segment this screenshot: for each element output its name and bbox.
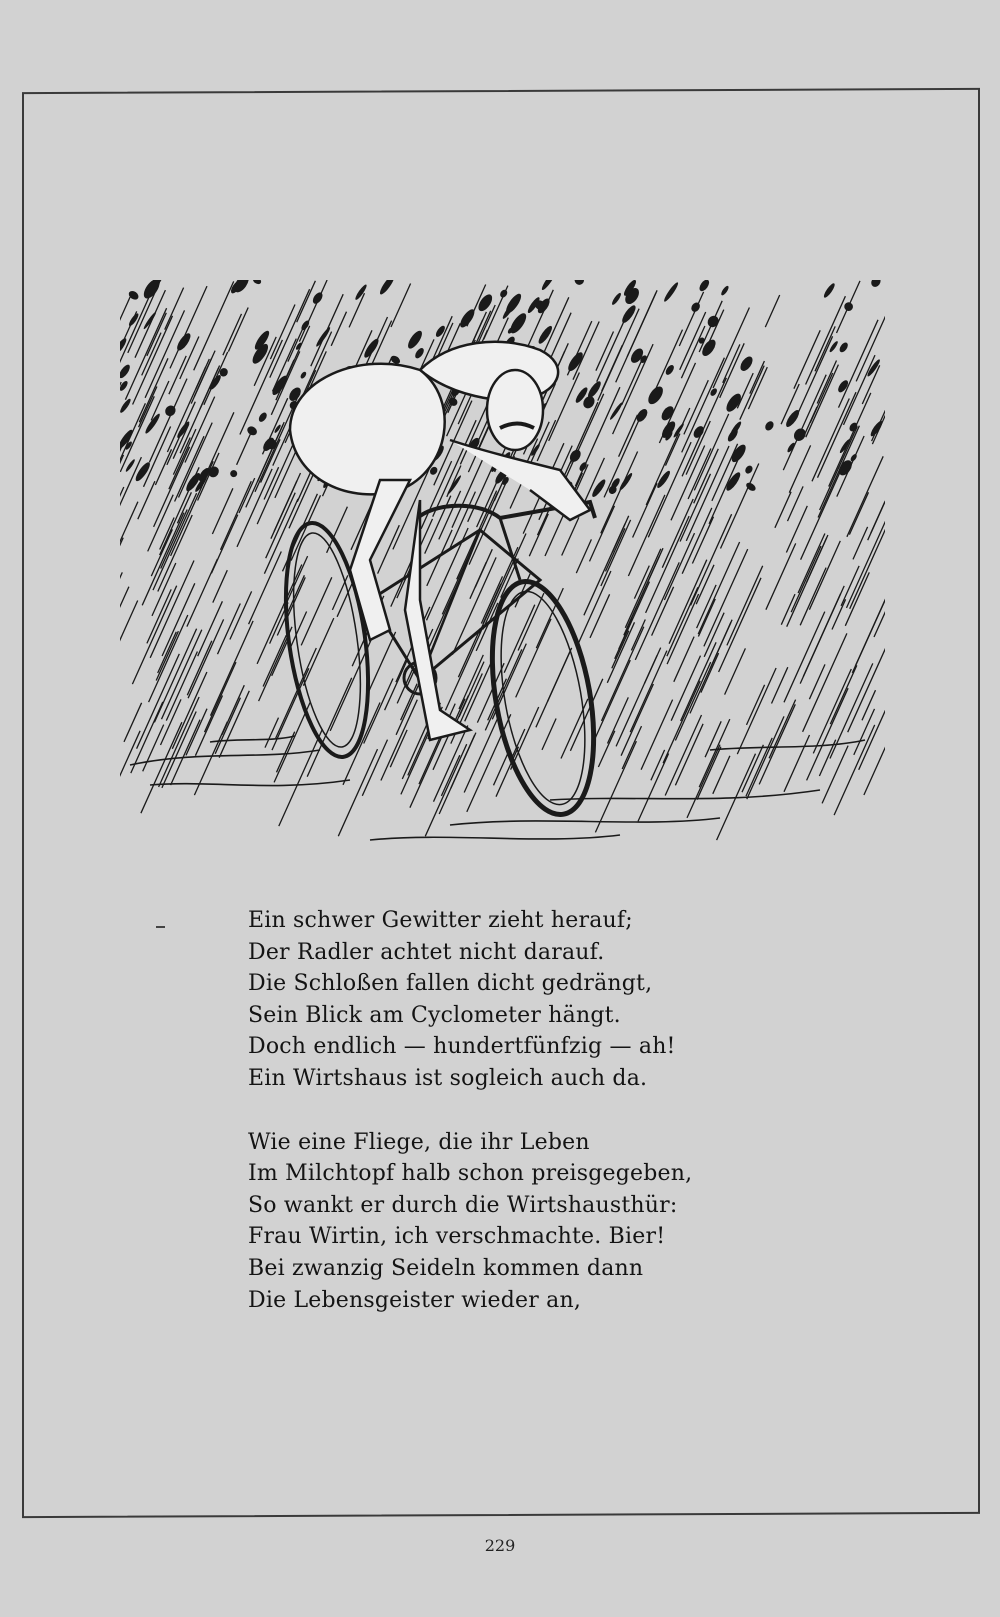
rain-stroke xyxy=(806,296,846,384)
rain-stroke xyxy=(832,599,846,629)
foliage-patch xyxy=(662,281,679,303)
rain-stroke xyxy=(638,754,669,822)
rain-stroke xyxy=(464,715,499,792)
rain-stroke xyxy=(137,654,180,749)
rain-stroke xyxy=(667,594,699,664)
foliage-patch xyxy=(843,301,855,313)
rain-stroke xyxy=(186,709,207,756)
rain-stroke xyxy=(616,655,657,746)
rain-stroke xyxy=(170,286,207,368)
rain-stroke xyxy=(139,358,168,422)
rain-stroke xyxy=(692,517,713,564)
rain-stroke xyxy=(138,481,155,519)
rain-stroke xyxy=(701,653,719,693)
rain-stroke xyxy=(221,481,252,550)
rain-stroke xyxy=(148,495,174,552)
rain-stroke xyxy=(205,662,237,732)
rain-stroke xyxy=(747,716,784,799)
rain-stroke xyxy=(529,514,548,556)
rain-stroke xyxy=(784,612,825,703)
rain-stroke xyxy=(249,552,282,625)
poem-line: Der Radler achtet nicht darauf. xyxy=(248,939,605,965)
foliage-patch xyxy=(499,288,509,299)
rain-stroke xyxy=(143,725,164,772)
rain-stroke xyxy=(622,361,642,405)
rain-stroke xyxy=(158,515,192,592)
rain-stroke xyxy=(630,651,667,733)
rain-stroke xyxy=(807,688,849,780)
rain-stroke xyxy=(712,444,738,501)
rain-stroke xyxy=(691,514,732,605)
rain-stroke xyxy=(477,481,498,527)
cyclist-in-rain-illustration xyxy=(120,280,885,855)
rain-stroke xyxy=(237,431,252,465)
rain-stroke xyxy=(834,725,875,815)
rain-stroke xyxy=(120,403,145,468)
rain-stroke xyxy=(839,320,879,408)
foliage-patch xyxy=(133,460,152,483)
rain-stroke xyxy=(675,662,710,740)
rain-stroke xyxy=(120,587,129,625)
rain-stroke xyxy=(675,724,703,786)
rain-stroke xyxy=(219,691,249,758)
rain-stroke xyxy=(595,741,636,832)
foliage-patch xyxy=(645,384,665,407)
rain-stroke xyxy=(766,543,796,609)
foliage-patch xyxy=(120,398,132,415)
rain-stroke xyxy=(723,344,740,382)
rain-stroke xyxy=(845,572,869,625)
foliage-patch xyxy=(609,401,624,420)
foliage-patch xyxy=(299,371,307,380)
rain-stroke xyxy=(465,662,492,721)
rain-stroke xyxy=(667,587,698,656)
rain-stroke xyxy=(577,571,611,647)
rain-stroke xyxy=(665,715,701,796)
rain-stroke xyxy=(573,322,599,380)
foliage-patch xyxy=(618,472,634,492)
foliage-patch xyxy=(698,336,706,344)
rain-stroke xyxy=(698,542,739,634)
rain-stroke xyxy=(646,516,690,613)
rain-stroke xyxy=(228,308,248,352)
foliage-patch xyxy=(378,280,397,296)
foliage-patch xyxy=(690,301,702,314)
rain-stroke xyxy=(504,605,535,673)
poem-text xyxy=(248,905,808,1316)
foliage-patch xyxy=(659,404,676,422)
rain-stroke xyxy=(144,427,171,487)
rain-stroke xyxy=(786,506,807,553)
rain-stroke xyxy=(212,488,233,534)
foliage-patch xyxy=(698,280,711,293)
rain-stroke xyxy=(704,613,724,657)
foliage-patch xyxy=(175,331,193,352)
rain-stroke xyxy=(740,366,764,420)
rain-stroke xyxy=(576,539,591,573)
poem-line: Die Schloßen fallen dicht gedrängt, xyxy=(248,971,653,997)
rain-stroke xyxy=(548,651,571,702)
foliage-patch xyxy=(229,469,239,479)
rain-stroke xyxy=(338,749,377,836)
rain-stroke xyxy=(725,648,746,694)
rain-stroke xyxy=(671,446,705,521)
rain-stroke xyxy=(162,712,196,788)
foliage-patch xyxy=(362,337,381,360)
rain-stroke xyxy=(124,703,142,742)
rain-stroke xyxy=(797,336,833,416)
puddle-lines xyxy=(130,736,865,840)
poem-line: So wankt er durch die Wirtshausthür: xyxy=(248,1192,678,1218)
foliage-patch xyxy=(720,285,730,297)
page-number: 229 xyxy=(484,1536,516,1555)
rain-stroke xyxy=(494,754,508,785)
rain-stroke xyxy=(120,502,138,590)
foliage-patch xyxy=(822,282,836,299)
rain-stroke xyxy=(213,570,228,602)
foliage-patch xyxy=(611,292,623,306)
rain-stroke xyxy=(150,561,194,658)
rain-stroke xyxy=(425,744,466,836)
foliage-patch xyxy=(705,314,720,330)
rain-stroke xyxy=(299,280,327,342)
rain-stroke xyxy=(279,729,323,826)
rain-stroke xyxy=(151,381,169,420)
foliage-patch xyxy=(413,347,425,360)
poem-line: Bei zwanzig Seideln kommen dann xyxy=(248,1255,644,1281)
stray-dash-mark xyxy=(156,926,165,928)
rain-stroke xyxy=(274,481,297,532)
rain-stroke xyxy=(803,633,847,731)
rain-stroke xyxy=(223,314,242,355)
rain-stroke xyxy=(290,612,307,650)
foliage-patch xyxy=(125,458,136,472)
rain-stroke xyxy=(601,520,631,586)
rain-stroke xyxy=(584,524,625,616)
rain-stroke xyxy=(822,746,848,804)
rain-stroke xyxy=(264,499,298,574)
rain-stroke xyxy=(848,638,885,732)
rain-stroke xyxy=(720,343,745,398)
rain-stroke xyxy=(237,469,272,547)
rain-stroke xyxy=(844,355,876,425)
rain-stroke xyxy=(385,661,407,710)
rain-stroke xyxy=(687,745,720,818)
foliage-patch xyxy=(869,280,882,289)
rain-stroke xyxy=(662,499,693,568)
rain-stroke xyxy=(651,750,665,780)
rain-stroke xyxy=(810,373,832,423)
foliage-patch xyxy=(127,312,140,327)
poem-line: Im Milchtopf halb schon preisgegeben, xyxy=(248,1161,693,1187)
rain-stroke xyxy=(459,662,484,717)
rain-stroke xyxy=(619,415,638,457)
foliage-patch xyxy=(620,303,638,324)
rain-stroke xyxy=(169,356,186,394)
rain-stroke xyxy=(153,493,197,590)
rain-stroke xyxy=(809,664,825,699)
rain-stroke xyxy=(590,594,610,638)
rain-stroke xyxy=(813,669,851,753)
rain-stroke xyxy=(664,533,694,600)
rain-stroke xyxy=(635,562,679,660)
rain-stroke xyxy=(265,718,279,748)
foliage-patch xyxy=(744,464,754,475)
foliage-patch xyxy=(504,292,524,316)
rain-stroke xyxy=(570,679,602,751)
rain-stroke xyxy=(218,604,241,655)
rain-stroke xyxy=(120,731,140,829)
rain-stroke xyxy=(696,565,714,604)
rain-stroke xyxy=(806,365,839,438)
rain-stroke xyxy=(205,412,234,476)
rain-stroke xyxy=(713,308,749,389)
rain-stroke xyxy=(817,361,836,404)
foliage-patch xyxy=(252,280,263,286)
rain-stroke xyxy=(451,735,475,788)
rain-stroke xyxy=(120,601,138,646)
rain-stroke xyxy=(856,295,885,382)
rain-stroke xyxy=(607,622,634,683)
foliage-patch xyxy=(764,420,776,432)
rain-stroke xyxy=(868,494,885,540)
rain-stroke xyxy=(297,281,316,322)
rain-stroke xyxy=(849,492,868,534)
rain-stroke xyxy=(855,593,885,666)
rain-stroke xyxy=(362,740,387,796)
rain-stroke xyxy=(287,577,305,617)
rain-stroke xyxy=(549,313,571,362)
rain-stroke xyxy=(864,729,885,795)
rain-stroke xyxy=(187,559,218,627)
foliage-patch xyxy=(120,380,129,392)
foliage-patch xyxy=(354,283,368,301)
poem-line: Sein Blick am Cyclometer hängt. xyxy=(248,1002,621,1028)
foliage-patch xyxy=(120,363,132,380)
rain-stroke xyxy=(682,378,726,477)
rain-stroke xyxy=(759,704,795,784)
rain-stroke xyxy=(747,685,765,725)
rain-stroke xyxy=(606,528,625,571)
poem-line: Ein Wirtshaus ist sogleich auch da. xyxy=(248,1065,648,1091)
foliage-patch xyxy=(838,341,850,354)
foliage-patch xyxy=(406,329,425,351)
rain-stroke xyxy=(239,478,255,513)
rain-stroke xyxy=(159,697,200,787)
rain-stroke xyxy=(612,631,629,669)
foliage-patch xyxy=(792,426,808,443)
foliage-patch xyxy=(270,374,290,397)
rain-stroke xyxy=(713,756,730,794)
rain-stroke xyxy=(459,655,483,709)
poem-stanza-2 xyxy=(248,1127,808,1317)
rain-stroke xyxy=(769,700,796,759)
foliage-patch xyxy=(257,411,268,423)
foliage-patch xyxy=(849,453,858,463)
poem-line: Frau Wirtin, ich verschmachte. Bier! xyxy=(248,1224,666,1250)
rain-stroke xyxy=(690,622,731,713)
rain-stroke xyxy=(161,699,182,745)
rain-stroke xyxy=(809,541,840,610)
rain-stroke xyxy=(820,426,858,510)
poem-line: Doch endlich — hundertfünfzig — ah! xyxy=(248,1034,676,1060)
rain-stroke xyxy=(633,483,657,537)
poem-line: Wie eine Fliege, die ihr Leben xyxy=(248,1129,590,1155)
foliage-patch xyxy=(311,291,325,306)
rain-stroke xyxy=(132,586,176,684)
rain-stroke xyxy=(598,731,614,767)
rain-stroke xyxy=(641,700,673,770)
rain-stroke xyxy=(215,698,240,754)
rain-stroke xyxy=(850,524,885,609)
foliage-patch xyxy=(729,442,748,464)
rain-stroke xyxy=(853,527,868,560)
rain-stroke xyxy=(784,735,810,792)
foliage-patch xyxy=(573,280,586,287)
foliage-patch xyxy=(476,292,495,313)
poem-stanza-1 xyxy=(248,905,808,1095)
rain-stroke xyxy=(194,281,234,370)
rain-stroke xyxy=(284,326,310,384)
rain-stroke xyxy=(694,414,728,491)
rain-stroke xyxy=(390,730,407,767)
rain-stroke xyxy=(699,719,730,787)
rain-stroke xyxy=(830,665,857,724)
rain-stroke xyxy=(561,699,588,759)
rain-stroke xyxy=(791,546,821,612)
rain-stroke xyxy=(511,707,539,770)
foliage-patch xyxy=(724,391,744,414)
foliage-patch xyxy=(141,280,163,301)
foliage-patch xyxy=(738,354,755,373)
rain-stroke xyxy=(621,684,653,756)
rain-stroke xyxy=(391,284,411,328)
rain-stroke xyxy=(663,681,700,763)
rain-stroke xyxy=(470,562,486,599)
rain-stroke xyxy=(452,457,484,527)
rain-stroke xyxy=(719,578,761,672)
rain-stroke xyxy=(847,456,883,537)
rain-stroke xyxy=(171,720,200,785)
rain-stroke xyxy=(381,700,417,781)
rain-stroke xyxy=(177,492,191,523)
rain-stroke xyxy=(748,367,767,409)
rain-stroke xyxy=(562,517,579,555)
foliage-patch xyxy=(246,425,259,438)
bicycle-drawing xyxy=(273,502,610,822)
rain-stroke xyxy=(697,585,717,628)
rain-stroke xyxy=(165,288,184,330)
rain-stroke xyxy=(775,492,791,528)
rain-stroke xyxy=(120,538,123,588)
rain-stroke xyxy=(727,566,763,646)
rain-stroke xyxy=(332,575,347,610)
rain-stroke xyxy=(697,747,721,800)
foliage-patch xyxy=(566,350,586,373)
rain-stroke xyxy=(410,737,442,808)
rain-stroke xyxy=(185,397,215,463)
rain-stroke xyxy=(789,445,810,492)
rain-stroke xyxy=(818,426,859,518)
rain-stroke xyxy=(272,637,290,676)
rain-stroke xyxy=(301,577,332,645)
rain-stroke xyxy=(801,464,844,559)
rain-stroke xyxy=(516,619,551,698)
foliage-patch xyxy=(724,470,743,492)
rain-stroke xyxy=(652,587,674,636)
poem-line: Die Lebensgeister wieder an, xyxy=(248,1287,582,1313)
rain-stroke xyxy=(765,295,779,327)
rain-stroke xyxy=(542,719,556,750)
poem-line: Ein schwer Gewitter zieht herauf; xyxy=(248,908,633,933)
rain-stroke xyxy=(147,589,171,643)
foliage-patch xyxy=(540,280,557,291)
rain-stroke xyxy=(303,618,333,686)
rain-stroke xyxy=(655,330,683,392)
